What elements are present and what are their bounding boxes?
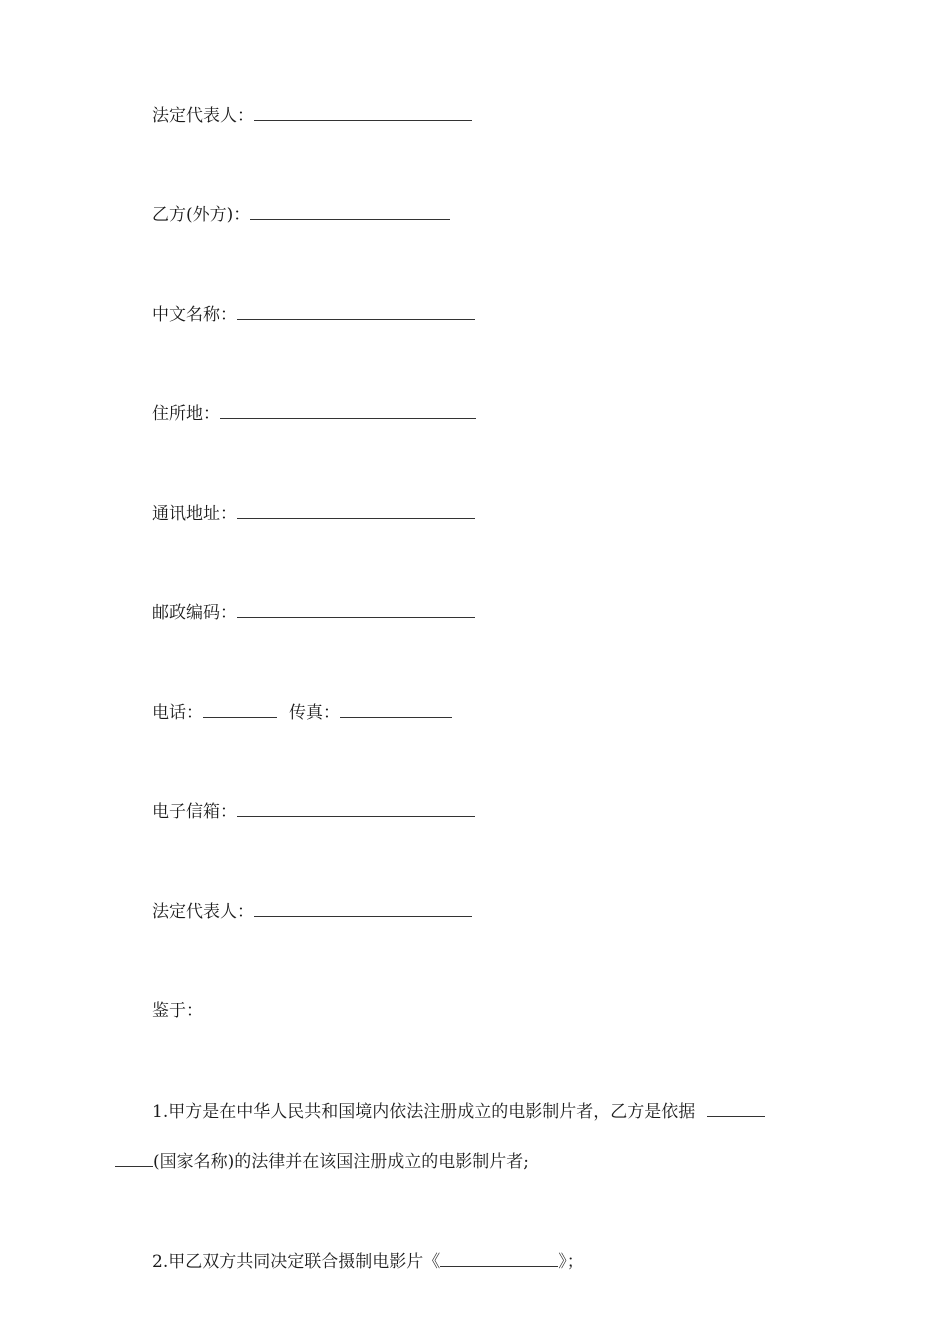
legal-rep-line-b: [152, 900, 472, 923]
email-line: [152, 800, 475, 823]
whereas-item-1-text-cont: (国家名称)的法律并在该国注册成立的电影制片者;: [153, 1152, 529, 1172]
phone-label: 电话：: [152, 703, 203, 723]
domicile-line: [152, 402, 476, 425]
mailing-address-label: 通讯地址：: [152, 504, 237, 524]
postal-code-line: [152, 601, 475, 624]
legal-rep-line-a: [152, 104, 472, 127]
whereas-item-1-line-1: [152, 1100, 765, 1123]
legal-rep-blank[interactable]: [254, 900, 472, 917]
whereas-heading-text: 鉴于：: [152, 1001, 203, 1021]
phone-fax-line: [152, 701, 452, 724]
country-blank-2[interactable]: [115, 1150, 153, 1167]
whereas-item-2-text: 2.甲乙双方共同决定联合摄制电影片《: [152, 1252, 441, 1272]
chinese-name-line: [152, 303, 475, 326]
legal-rep-label: 法定代表人：: [152, 902, 254, 922]
film-title-blank[interactable]: [440, 1250, 558, 1267]
domicile-blank[interactable]: [220, 402, 476, 419]
chinese-name-label: 中文名称：: [152, 305, 237, 325]
party-b-line: [152, 203, 450, 226]
whereas-item-1-text: 1.甲方是在中华人民共和国境内依法注册成立的电影制片者，乙方是依据: [152, 1102, 696, 1122]
country-blank-1[interactable]: [707, 1100, 765, 1117]
mailing-address-line: [152, 502, 475, 525]
legal-rep-label: 法定代表人：: [152, 106, 254, 126]
whereas-item-2-text-end: 》；: [558, 1252, 584, 1272]
legal-rep-blank[interactable]: [254, 104, 472, 121]
fax-label: 传真：: [289, 703, 340, 723]
postal-code-label: 邮政编码：: [152, 603, 237, 623]
domicile-label: 住所地：: [152, 404, 220, 424]
party-b-blank[interactable]: [250, 203, 450, 220]
email-blank[interactable]: [237, 800, 475, 817]
whereas-item-1-line-2: [115, 1150, 529, 1173]
mailing-address-blank[interactable]: [237, 502, 475, 519]
email-label: 电子信箱：: [152, 802, 237, 822]
chinese-name-blank[interactable]: [237, 303, 475, 320]
party-b-label: 乙方(外方)：: [152, 205, 251, 225]
phone-blank[interactable]: [203, 701, 277, 718]
whereas-item-2-line: [152, 1250, 584, 1273]
fax-blank[interactable]: [340, 701, 452, 718]
postal-code-blank[interactable]: [237, 601, 475, 618]
whereas-heading: [152, 1000, 203, 1022]
